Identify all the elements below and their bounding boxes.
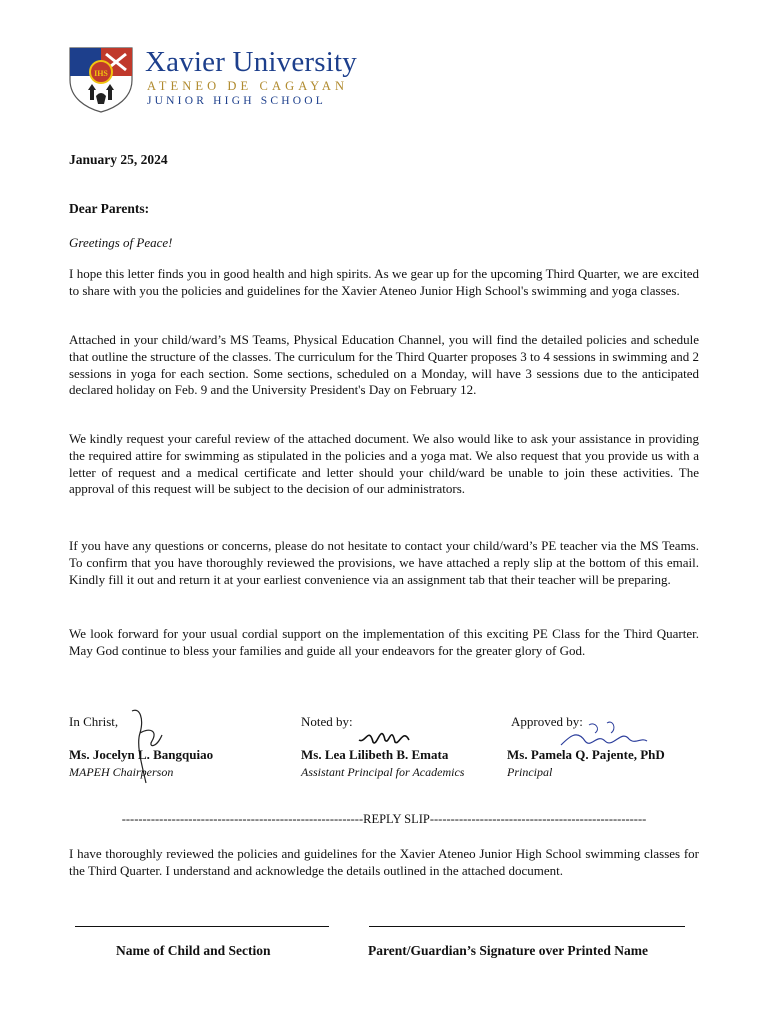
approved-by-label: Approved by: <box>511 714 583 729</box>
body-paragraph: If you have any questions or concerns, please do not hesitate to contact your child/ward’s PE teacher via the MS Teams. To confirm that you have thoroughly reviewed the provisions, we have attached a reply slip at the bottom of this email. Kindly fill it out and return it at your earliest convenience via an assignment tab that their teacher will be preparing. <box>69 538 699 587</box>
body-paragraph: We kindly request your careful review of the attached document. We also would like to ask your assistance in providing the required attire for swimming as stipulated in the policies and a yoga mat. We also request that you provide us with a letter of request and a medical certificate and letter should your child/ward be unable to join these activities. The approval of this request will be subject to the decision of our administrators. <box>69 431 699 497</box>
signatory-role: Assistant Principal for Academics <box>301 765 465 779</box>
body-paragraph: I hope this letter finds you in good health and high spirits. As we gear up for the upcoming Third Quarter, we are excited to share with you the policies and guidelines for the Xavier Ateneo Junior High School's swimming and yoga classes. <box>69 266 699 298</box>
signatory-name: Ms. Lea Lilibeth B. Emata <box>301 747 449 762</box>
parent-signature-blank <box>369 926 685 927</box>
noted-by-label: Noted by: <box>301 714 353 729</box>
signatory-role: Principal <box>507 765 553 779</box>
signatory-role: MAPEH Chairperson <box>69 765 174 779</box>
child-name-blank <box>75 926 329 927</box>
signatory-name: Ms. Pamela Q. Pajente, PhD <box>507 747 665 762</box>
letter-date: January 25, 2024 <box>69 152 168 167</box>
university-name: Xavier University <box>145 46 357 78</box>
university-shield-logo <box>68 46 134 114</box>
greeting: Greetings of Peace! <box>69 235 173 250</box>
logo-monogram: IHS <box>94 69 108 78</box>
body-paragraph: Attached in your child/ward’s MS Teams, Physical Education Channel, you will find the detailed policies and schedule that outline the structure of the classes. The curriculum for the Third Quarter proposes 3 to 4 sessions in swimming and 2 sessions in yoga for each section. Some sections, scheduled on a Monday, will have 3 sessions due to the anticipated declared holiday on Feb. 9 and the University President's Day on February 12. <box>69 332 699 398</box>
closing-line: In Christ, <box>69 714 119 729</box>
parent-signature-label: Parent/Guardian’s Signature over Printed Name <box>368 943 648 958</box>
reply-slip-text: I have thoroughly reviewed the policies and guidelines for the Xavier Ateneo Junior High School swimming classes for the Third Quarter. I understand and acknowledge the details outlined in the attached document. <box>69 846 699 878</box>
university-subtitle: ATENEO DE CAGAYAN <box>147 79 349 93</box>
salutation: Dear Parents: <box>69 201 150 216</box>
signatory-name: Ms. Jocelyn L. Bangquiao <box>69 747 214 762</box>
body-paragraph: We look forward for your usual cordial support on the implementation of this exciting PE Class for the Third Quarter. May God continue to bless your families and guide all your endeavors for the greater glory of God. <box>69 626 699 658</box>
child-name-label: Name of Child and Section <box>116 943 271 958</box>
school-division: JUNIOR HIGH SCHOOL <box>147 95 326 107</box>
signature-mark <box>355 718 415 748</box>
reply-slip-divider: ----------------------------------------------------------REPLY SLIP---------------------------------------------------- <box>121 812 647 826</box>
